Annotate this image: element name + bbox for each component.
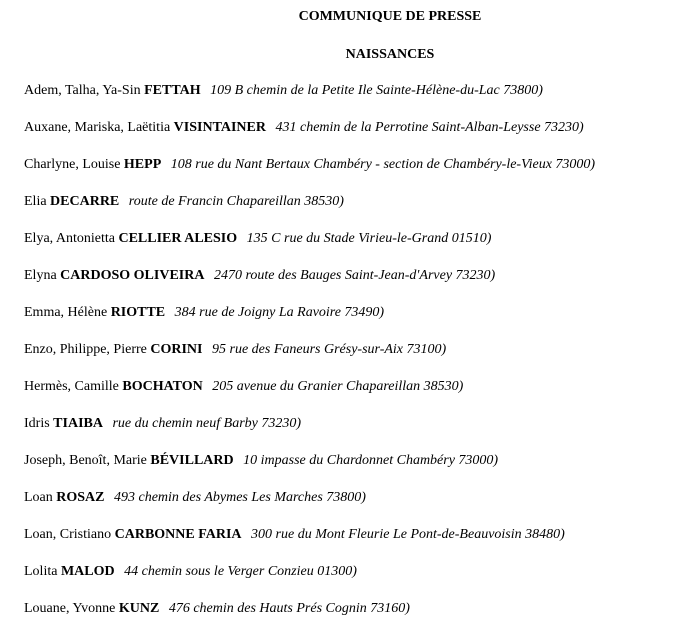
address: 44 chemin sous le Verger Conzieu 01300) [124, 564, 357, 579]
first-names: Elya, Antonietta [24, 231, 115, 246]
address: 95 rue des Faneurs Grésy-sur-Aix 73100) [212, 342, 447, 357]
first-names: Adem, Talha, Ya-Sin [24, 83, 141, 98]
family-name: BOCHATON [122, 379, 203, 394]
address: 205 avenue du Granier Chapareillan 38530) [212, 379, 464, 394]
first-names: Auxane, Mariska, Laëtitia [24, 120, 171, 135]
first-names: Elyna [24, 268, 57, 283]
family-name: CARBONNE FARIA [114, 527, 242, 542]
address: 135 C rue du Stade Virieu-le-Grand 01510) [246, 231, 492, 246]
address: 2470 route des Bauges Saint-Jean-d'Arvey 73230) [213, 268, 496, 283]
first-names: Enzo, Philippe, Pierre [24, 342, 147, 357]
first-names: Louane, Yvonne [24, 601, 116, 616]
family-name: CELLIER ALESIO [118, 231, 238, 246]
address: 476 chemin des Hauts Prés Cognin 73160) [168, 601, 410, 616]
birth-entry [24, 562, 696, 599]
birth-entry [24, 377, 696, 414]
birth-entry [24, 451, 696, 488]
birth-entry [24, 414, 696, 451]
birth-entry [24, 81, 696, 118]
address: 108 rue du Nant Bertaux Chambéry - section de Chambéry-le-Vieux 73000) [170, 157, 596, 172]
family-name: TIAIBA [53, 416, 103, 431]
first-names: Loan, Cristiano [24, 527, 112, 542]
section-heading: NAISSANCES [345, 47, 435, 62]
first-names: Lolita [24, 564, 58, 579]
family-name: CORINI [150, 342, 203, 357]
birth-entry [24, 118, 696, 155]
family-name: RIOTTE [110, 305, 166, 320]
first-names: Idris [24, 416, 50, 431]
address: 109 B chemin de la Petite Ile Sainte-Hélène-du-Lac 73800) [210, 83, 543, 98]
first-names: Charlyne, Louise [24, 157, 121, 172]
first-names: Joseph, Benoît, Marie [24, 453, 147, 468]
family-name: VISINTAINER [173, 120, 266, 135]
birth-entry [24, 155, 696, 192]
birth-entry [24, 229, 696, 266]
birth-entry [24, 599, 696, 636]
address: route de Francin Chapareillan 38530) [128, 194, 344, 209]
first-names: Elia [24, 194, 47, 209]
address: 300 rue du Mont Fleurie Le Pont-de-Beauvoisin 38480) [251, 527, 565, 542]
birth-entry [24, 192, 696, 229]
family-name: MALOD [60, 564, 115, 579]
birth-entry [24, 303, 696, 340]
first-names: Emma, Hélène [24, 305, 108, 320]
document-title: COMMUNIQUE DE PRESSE [298, 9, 482, 24]
family-name: FETTAH [144, 83, 201, 98]
family-name: BÉVILLARD [150, 453, 234, 468]
births-list [24, 81, 696, 636]
family-name: CARDOSO OLIVEIRA [60, 268, 205, 283]
birth-entry [24, 525, 696, 562]
address: 493 chemin des Abymes Les Marches 73800) [114, 490, 366, 505]
address: 10 impasse du Chardonnet Chambéry 73000) [243, 453, 499, 468]
family-name: DECARRE [50, 194, 120, 209]
family-name: ROSAZ [56, 490, 105, 505]
family-name: KUNZ [118, 601, 160, 616]
birth-entry [24, 340, 696, 377]
first-names: Hermès, Camille [24, 379, 119, 394]
address: 384 rue de Joigny La Ravoire 73490) [174, 305, 385, 320]
first-names: Loan [24, 490, 53, 505]
address: 431 chemin de la Perrotine Saint-Alban-Leysse 73230) [275, 120, 584, 135]
family-name: HEPP [123, 157, 162, 172]
birth-entry [24, 488, 696, 525]
address: rue du chemin neuf Barby 73230) [112, 416, 302, 431]
birth-entry [24, 266, 696, 303]
